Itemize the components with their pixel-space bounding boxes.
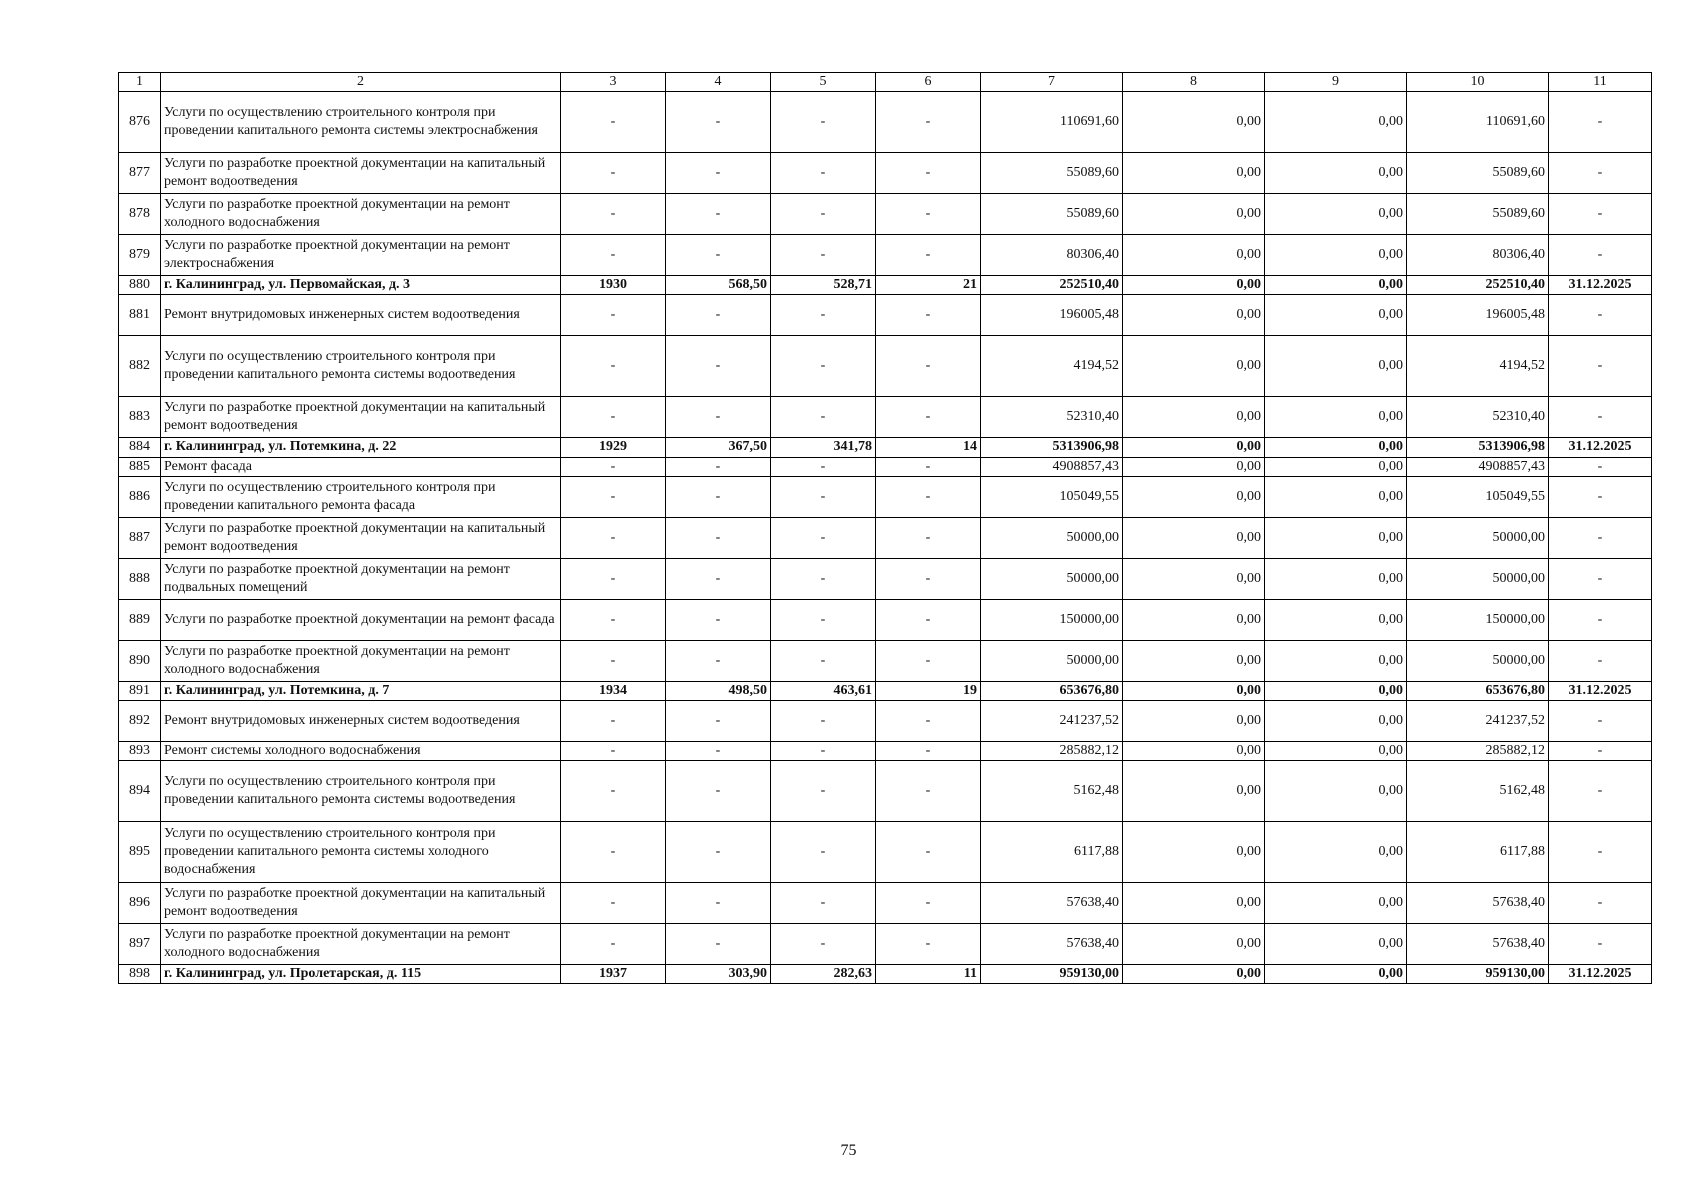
col-8-cell: 0,00: [1123, 741, 1265, 760]
completion-date-cell: -: [1549, 336, 1652, 397]
col-5-cell: -: [771, 92, 876, 153]
row-description: Ремонт фасада: [161, 457, 561, 476]
col-7-cell: 50000,00: [981, 640, 1123, 681]
col-10-cell: 252510,40: [1407, 276, 1549, 295]
address-row: [119, 276, 1652, 295]
col-10-cell: 55089,60: [1407, 194, 1549, 235]
col-8-cell: 0,00: [1123, 276, 1265, 295]
row-number: 884: [119, 438, 161, 457]
row-number: 894: [119, 761, 161, 822]
col-7-cell: 80306,40: [981, 235, 1123, 276]
col-4-cell: 568,50: [666, 276, 771, 295]
col-8-cell: 0,00: [1123, 438, 1265, 457]
col-5-cell: -: [771, 924, 876, 965]
row-number: 896: [119, 883, 161, 924]
col-4-cell: -: [666, 517, 771, 558]
col-10-cell: 55089,60: [1407, 153, 1549, 194]
col-6-cell: -: [876, 741, 981, 760]
col-6-cell: -: [876, 517, 981, 558]
row-description: г. Калининград, ул. Потемкина, д. 7: [161, 681, 561, 700]
table-row: [119, 761, 1652, 822]
col-4-cell: 367,50: [666, 438, 771, 457]
col-3-cell: -: [561, 457, 666, 476]
row-number: 888: [119, 558, 161, 599]
col-8-cell: 0,00: [1123, 92, 1265, 153]
col-10-cell: 110691,60: [1407, 92, 1549, 153]
col-4-cell: -: [666, 92, 771, 153]
col-5-cell: -: [771, 517, 876, 558]
col-3-cell: -: [561, 517, 666, 558]
col-5-cell: -: [771, 883, 876, 924]
col-7-cell: 55089,60: [981, 194, 1123, 235]
row-number: 897: [119, 924, 161, 965]
row-number: 893: [119, 741, 161, 760]
column-number-9: 9: [1265, 73, 1407, 92]
col-3-cell: -: [561, 476, 666, 517]
completion-date-cell: -: [1549, 822, 1652, 883]
col-8-cell: 0,00: [1123, 700, 1265, 741]
col-5-cell: -: [771, 761, 876, 822]
row-number: 895: [119, 822, 161, 883]
col-3-cell: 1934: [561, 681, 666, 700]
col-7-cell: 50000,00: [981, 517, 1123, 558]
row-description: Услуги по разработке проектной документации на ремонт холодного водоснабжения: [161, 194, 561, 235]
col-3-cell: 1930: [561, 276, 666, 295]
col-5-cell: 528,71: [771, 276, 876, 295]
column-number-2: 2: [161, 73, 561, 92]
col-4-cell: 498,50: [666, 681, 771, 700]
col-6-cell: 21: [876, 276, 981, 295]
col-9-cell: 0,00: [1265, 476, 1407, 517]
col-9-cell: 0,00: [1265, 457, 1407, 476]
row-number: 892: [119, 700, 161, 741]
column-number-8: 8: [1123, 73, 1265, 92]
col-9-cell: 0,00: [1265, 761, 1407, 822]
row-number: 890: [119, 640, 161, 681]
col-5-cell: -: [771, 235, 876, 276]
col-7-cell: 653676,80: [981, 681, 1123, 700]
col-4-cell: -: [666, 558, 771, 599]
table-row: [119, 883, 1652, 924]
col-7-cell: 959130,00: [981, 965, 1123, 984]
row-number: 887: [119, 517, 161, 558]
col-5-cell: -: [771, 599, 876, 640]
col-5-cell: -: [771, 457, 876, 476]
col-9-cell: 0,00: [1265, 517, 1407, 558]
col-6-cell: -: [876, 640, 981, 681]
completion-date-cell: -: [1549, 194, 1652, 235]
col-4-cell: -: [666, 194, 771, 235]
col-8-cell: 0,00: [1123, 924, 1265, 965]
col-8-cell: 0,00: [1123, 397, 1265, 438]
page-number: 75: [840, 1142, 857, 1159]
col-7-cell: 50000,00: [981, 558, 1123, 599]
col-10-cell: 653676,80: [1407, 681, 1549, 700]
col-6-cell: -: [876, 295, 981, 336]
repair-schedule-table: [118, 72, 1652, 984]
col-10-cell: 52310,40: [1407, 397, 1549, 438]
col-9-cell: 0,00: [1265, 336, 1407, 397]
col-7-cell: 252510,40: [981, 276, 1123, 295]
col-9-cell: 0,00: [1265, 295, 1407, 336]
col-6-cell: 11: [876, 965, 981, 984]
completion-date-cell: -: [1549, 153, 1652, 194]
completion-date-cell: -: [1549, 295, 1652, 336]
row-number: 883: [119, 397, 161, 438]
col-6-cell: -: [876, 558, 981, 599]
col-9-cell: 0,00: [1265, 558, 1407, 599]
row-description: Услуги по разработке проектной документации на капитальный ремонт водоотведения: [161, 883, 561, 924]
row-number: 876: [119, 92, 161, 153]
col-3-cell: -: [561, 822, 666, 883]
address-row: [119, 965, 1652, 984]
completion-date-cell: 31.12.2025: [1549, 438, 1652, 457]
col-9-cell: 0,00: [1265, 438, 1407, 457]
table-row: [119, 558, 1652, 599]
col-5-cell: -: [771, 194, 876, 235]
completion-date-cell: -: [1549, 741, 1652, 760]
col-3-cell: -: [561, 235, 666, 276]
col-7-cell: 241237,52: [981, 700, 1123, 741]
col-5-cell: -: [771, 741, 876, 760]
col-8-cell: 0,00: [1123, 883, 1265, 924]
col-4-cell: -: [666, 822, 771, 883]
col-6-cell: -: [876, 761, 981, 822]
col-3-cell: -: [561, 700, 666, 741]
column-number-header-row: [119, 73, 1652, 92]
table-row: [119, 517, 1652, 558]
col-3-cell: -: [561, 153, 666, 194]
completion-date-cell: -: [1549, 558, 1652, 599]
column-number-6: 6: [876, 73, 981, 92]
row-description: Услуги по осуществлению строительного контроля при проведении капитального ремонта системы электроснабжения: [161, 92, 561, 153]
row-number: 891: [119, 681, 161, 700]
col-4-cell: -: [666, 476, 771, 517]
col-7-cell: 105049,55: [981, 476, 1123, 517]
col-7-cell: 57638,40: [981, 883, 1123, 924]
col-3-cell: 1937: [561, 965, 666, 984]
col-9-cell: 0,00: [1265, 194, 1407, 235]
col-6-cell: -: [876, 883, 981, 924]
col-9-cell: 0,00: [1265, 741, 1407, 760]
col-9-cell: 0,00: [1265, 681, 1407, 700]
col-3-cell: -: [561, 761, 666, 822]
col-6-cell: 19: [876, 681, 981, 700]
col-5-cell: -: [771, 295, 876, 336]
col-7-cell: 150000,00: [981, 599, 1123, 640]
col-10-cell: 105049,55: [1407, 476, 1549, 517]
col-6-cell: -: [876, 822, 981, 883]
col-8-cell: 0,00: [1123, 295, 1265, 336]
col-10-cell: 5313906,98: [1407, 438, 1549, 457]
column-number-1: 1: [119, 73, 161, 92]
row-description: Ремонт системы холодного водоснабжения: [161, 741, 561, 760]
col-6-cell: -: [876, 153, 981, 194]
table-row: [119, 741, 1652, 760]
col-10-cell: 5162,48: [1407, 761, 1549, 822]
col-9-cell: 0,00: [1265, 924, 1407, 965]
col-4-cell: -: [666, 235, 771, 276]
table-row: [119, 153, 1652, 194]
col-8-cell: 0,00: [1123, 558, 1265, 599]
row-description: Услуги по осуществлению строительного контроля при проведении капитального ремонта системы водоотведения: [161, 761, 561, 822]
col-9-cell: 0,00: [1265, 153, 1407, 194]
col-7-cell: 5162,48: [981, 761, 1123, 822]
col-10-cell: 6117,88: [1407, 822, 1549, 883]
table-row: [119, 924, 1652, 965]
col-7-cell: 110691,60: [981, 92, 1123, 153]
col-9-cell: 0,00: [1265, 235, 1407, 276]
completion-date-cell: -: [1549, 397, 1652, 438]
table-row: [119, 92, 1652, 153]
col-6-cell: -: [876, 336, 981, 397]
col-4-cell: -: [666, 336, 771, 397]
col-3-cell: -: [561, 558, 666, 599]
col-5-cell: -: [771, 397, 876, 438]
col-7-cell: 285882,12: [981, 741, 1123, 760]
completion-date-cell: -: [1549, 92, 1652, 153]
column-number-11: 11: [1549, 73, 1652, 92]
col-10-cell: 57638,40: [1407, 924, 1549, 965]
column-number-10: 10: [1407, 73, 1549, 92]
col-10-cell: 285882,12: [1407, 741, 1549, 760]
completion-date-cell: -: [1549, 883, 1652, 924]
table-row: [119, 336, 1652, 397]
col-9-cell: 0,00: [1265, 965, 1407, 984]
col-9-cell: 0,00: [1265, 822, 1407, 883]
row-number: 882: [119, 336, 161, 397]
col-9-cell: 0,00: [1265, 599, 1407, 640]
col-5-cell: -: [771, 700, 876, 741]
col-6-cell: -: [876, 194, 981, 235]
col-3-cell: -: [561, 295, 666, 336]
row-description: Услуги по разработке проектной документации на ремонт фасада: [161, 599, 561, 640]
row-description: Услуги по разработке проектной документации на капитальный ремонт водоотведения: [161, 517, 561, 558]
col-4-cell: -: [666, 153, 771, 194]
table-row: [119, 700, 1652, 741]
col-6-cell: -: [876, 397, 981, 438]
col-10-cell: 50000,00: [1407, 517, 1549, 558]
col-6-cell: -: [876, 235, 981, 276]
col-3-cell: -: [561, 194, 666, 235]
col-10-cell: 50000,00: [1407, 558, 1549, 599]
table-row: [119, 295, 1652, 336]
col-8-cell: 0,00: [1123, 517, 1265, 558]
col-5-cell: 341,78: [771, 438, 876, 457]
table-row: [119, 599, 1652, 640]
row-description: Услуги по разработке проектной документации на капитальный ремонт водоотведения: [161, 153, 561, 194]
col-10-cell: 959130,00: [1407, 965, 1549, 984]
row-number: 886: [119, 476, 161, 517]
row-description: Услуги по разработке проектной документации на капитальный ремонт водоотведения: [161, 397, 561, 438]
col-4-cell: -: [666, 741, 771, 760]
col-3-cell: 1929: [561, 438, 666, 457]
col-3-cell: -: [561, 883, 666, 924]
column-number-7: 7: [981, 73, 1123, 92]
col-5-cell: 463,61: [771, 681, 876, 700]
completion-date-cell: -: [1549, 700, 1652, 741]
col-8-cell: 0,00: [1123, 761, 1265, 822]
col-9-cell: 0,00: [1265, 883, 1407, 924]
col-5-cell: -: [771, 476, 876, 517]
col-5-cell: -: [771, 558, 876, 599]
completion-date-cell: -: [1549, 517, 1652, 558]
row-number: 878: [119, 194, 161, 235]
col-3-cell: -: [561, 640, 666, 681]
col-8-cell: 0,00: [1123, 640, 1265, 681]
col-10-cell: 4908857,43: [1407, 457, 1549, 476]
completion-date-cell: -: [1549, 761, 1652, 822]
col-5-cell: -: [771, 822, 876, 883]
table-row: [119, 457, 1652, 476]
col-6-cell: -: [876, 700, 981, 741]
col-6-cell: -: [876, 599, 981, 640]
row-description: Услуги по осуществлению строительного контроля при проведении капитального ремонта системы холодного водоснабжения: [161, 822, 561, 883]
col-3-cell: -: [561, 336, 666, 397]
col-6-cell: 14: [876, 438, 981, 457]
row-number: 898: [119, 965, 161, 984]
col-5-cell: -: [771, 640, 876, 681]
completion-date-cell: -: [1549, 640, 1652, 681]
col-6-cell: -: [876, 924, 981, 965]
row-number: 881: [119, 295, 161, 336]
col-3-cell: -: [561, 599, 666, 640]
col-8-cell: 0,00: [1123, 235, 1265, 276]
table-row: [119, 235, 1652, 276]
completion-date-cell: -: [1549, 924, 1652, 965]
completion-date-cell: -: [1549, 476, 1652, 517]
row-number: 880: [119, 276, 161, 295]
row-description: Услуги по разработке проектной документации на ремонт холодного водоснабжения: [161, 924, 561, 965]
col-8-cell: 0,00: [1123, 822, 1265, 883]
col-8-cell: 0,00: [1123, 476, 1265, 517]
column-number-3: 3: [561, 73, 666, 92]
row-description: Услуги по осуществлению строительного контроля при проведении капитального ремонта фасада: [161, 476, 561, 517]
row-number: 879: [119, 235, 161, 276]
col-4-cell: -: [666, 700, 771, 741]
table-row: [119, 194, 1652, 235]
col-3-cell: -: [561, 397, 666, 438]
col-10-cell: 80306,40: [1407, 235, 1549, 276]
col-8-cell: 0,00: [1123, 153, 1265, 194]
col-6-cell: -: [876, 476, 981, 517]
row-description: г. Калининград, ул. Пролетарская, д. 115: [161, 965, 561, 984]
col-6-cell: -: [876, 92, 981, 153]
row-number: 877: [119, 153, 161, 194]
row-description: Ремонт внутридомовых инженерных систем водоотведения: [161, 295, 561, 336]
col-5-cell: 282,63: [771, 965, 876, 984]
col-10-cell: 241237,52: [1407, 700, 1549, 741]
col-4-cell: -: [666, 295, 771, 336]
column-number-5: 5: [771, 73, 876, 92]
col-10-cell: 4194,52: [1407, 336, 1549, 397]
col-10-cell: 57638,40: [1407, 883, 1549, 924]
col-4-cell: -: [666, 761, 771, 822]
col-4-cell: -: [666, 397, 771, 438]
col-8-cell: 0,00: [1123, 336, 1265, 397]
col-7-cell: 196005,48: [981, 295, 1123, 336]
row-description: Услуги по разработке проектной документации на ремонт холодного водоснабжения: [161, 640, 561, 681]
col-7-cell: 6117,88: [981, 822, 1123, 883]
col-9-cell: 0,00: [1265, 700, 1407, 741]
col-5-cell: -: [771, 336, 876, 397]
col-7-cell: 4194,52: [981, 336, 1123, 397]
row-description: г. Калининград, ул. Потемкина, д. 22: [161, 438, 561, 457]
col-4-cell: -: [666, 924, 771, 965]
row-description: Услуги по осуществлению строительного контроля при проведении капитального ремонта системы водоотведения: [161, 336, 561, 397]
col-5-cell: -: [771, 153, 876, 194]
col-7-cell: 57638,40: [981, 924, 1123, 965]
col-7-cell: 5313906,98: [981, 438, 1123, 457]
col-10-cell: 150000,00: [1407, 599, 1549, 640]
col-9-cell: 0,00: [1265, 640, 1407, 681]
col-10-cell: 50000,00: [1407, 640, 1549, 681]
table-row: [119, 822, 1652, 883]
col-8-cell: 0,00: [1123, 681, 1265, 700]
col-8-cell: 0,00: [1123, 599, 1265, 640]
col-9-cell: 0,00: [1265, 92, 1407, 153]
col-7-cell: 4908857,43: [981, 457, 1123, 476]
completion-date-cell: -: [1549, 599, 1652, 640]
col-7-cell: 55089,60: [981, 153, 1123, 194]
col-4-cell: -: [666, 640, 771, 681]
table-row: [119, 397, 1652, 438]
col-3-cell: -: [561, 924, 666, 965]
row-description: Услуги по разработке проектной документации на ремонт электроснабжения: [161, 235, 561, 276]
completion-date-cell: -: [1549, 235, 1652, 276]
table-row: [119, 640, 1652, 681]
row-description: Услуги по разработке проектной документации на ремонт подвальных помещений: [161, 558, 561, 599]
col-3-cell: -: [561, 92, 666, 153]
col-4-cell: -: [666, 457, 771, 476]
row-description: г. Калининград, ул. Первомайская, д. 3: [161, 276, 561, 295]
row-number: 889: [119, 599, 161, 640]
col-10-cell: 196005,48: [1407, 295, 1549, 336]
col-9-cell: 0,00: [1265, 397, 1407, 438]
row-description: Ремонт внутридомовых инженерных систем водоотведения: [161, 700, 561, 741]
completion-date-cell: 31.12.2025: [1549, 681, 1652, 700]
col-8-cell: 0,00: [1123, 965, 1265, 984]
address-row: [119, 681, 1652, 700]
completion-date-cell: -: [1549, 457, 1652, 476]
col-6-cell: -: [876, 457, 981, 476]
col-9-cell: 0,00: [1265, 276, 1407, 295]
col-4-cell: -: [666, 599, 771, 640]
col-4-cell: 303,90: [666, 965, 771, 984]
completion-date-cell: 31.12.2025: [1549, 276, 1652, 295]
completion-date-cell: 31.12.2025: [1549, 965, 1652, 984]
col-7-cell: 52310,40: [981, 397, 1123, 438]
col-8-cell: 0,00: [1123, 457, 1265, 476]
address-row: [119, 438, 1652, 457]
table-row: [119, 476, 1652, 517]
row-number: 885: [119, 457, 161, 476]
col-3-cell: -: [561, 741, 666, 760]
col-4-cell: -: [666, 883, 771, 924]
col-8-cell: 0,00: [1123, 194, 1265, 235]
column-number-4: 4: [666, 73, 771, 92]
